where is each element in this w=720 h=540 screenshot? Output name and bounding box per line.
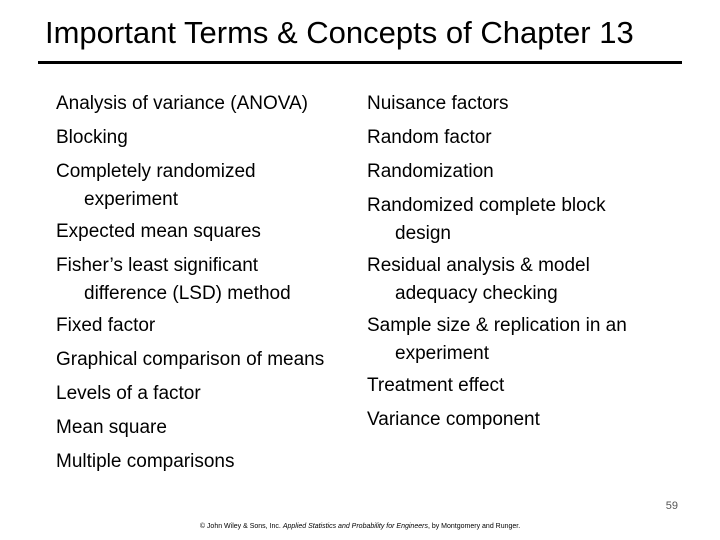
term-text: Multiple comparisons	[56, 451, 235, 472]
term-text: Fisher’s least significant	[56, 255, 259, 276]
term-text: Fixed factor	[56, 315, 156, 336]
footer-copyright: © John Wiley & Sons, Inc.	[199, 523, 281, 530]
term-item	[367, 309, 697, 368]
term-text-continuation: experiment	[395, 343, 489, 364]
term-item	[56, 377, 366, 410]
title-underline	[38, 61, 682, 64]
slide-title: Important Terms & Concepts of Chapter 13	[45, 15, 634, 50]
term-text: Graphical comparison of means	[56, 349, 325, 370]
term-text: Variance component	[367, 409, 540, 430]
term-item	[367, 189, 697, 248]
term-item	[56, 155, 366, 214]
term-text: Randomization	[367, 161, 494, 182]
term-item	[56, 249, 366, 308]
footer-book-title: Applied Statistics and Probability for Engineers	[282, 523, 428, 530]
term-item	[56, 411, 366, 444]
term-text: Completely randomized	[56, 161, 256, 182]
term-text-continuation: adequacy checking	[395, 283, 558, 304]
term-text: Residual analysis & model	[367, 255, 590, 276]
term-text: Expected mean squares	[56, 221, 261, 242]
term-text: Random factor	[367, 127, 492, 148]
term-item	[56, 445, 366, 478]
term-text: Nuisance factors	[367, 93, 509, 114]
left-term-list	[56, 87, 366, 479]
term-item	[367, 369, 697, 402]
term-item	[56, 309, 366, 342]
term-item	[367, 249, 697, 308]
term-text: Levels of a factor	[56, 383, 201, 404]
term-text: Sample size & replication in an	[367, 315, 627, 336]
term-item	[56, 343, 366, 376]
page-number: 59	[665, 500, 678, 512]
footer-authors: , by Montgomery and Runger.	[427, 523, 521, 530]
right-term-list	[367, 87, 697, 437]
term-item	[56, 87, 366, 120]
term-item	[367, 121, 697, 154]
footer-credit	[0, 523, 720, 530]
term-text-continuation: experiment	[84, 189, 178, 210]
term-text: Analysis of variance (ANOVA)	[56, 93, 309, 114]
term-text: Mean square	[56, 417, 167, 438]
term-text-continuation: difference (LSD) method	[84, 283, 291, 304]
term-item	[367, 87, 697, 120]
term-text: Treatment effect	[367, 375, 505, 396]
term-text-continuation: design	[395, 223, 451, 244]
term-text: Blocking	[56, 127, 128, 148]
term-text: Randomized complete block	[367, 195, 606, 216]
term-item	[56, 121, 366, 154]
term-item	[367, 403, 697, 436]
term-item	[367, 155, 697, 188]
term-item	[56, 215, 366, 248]
